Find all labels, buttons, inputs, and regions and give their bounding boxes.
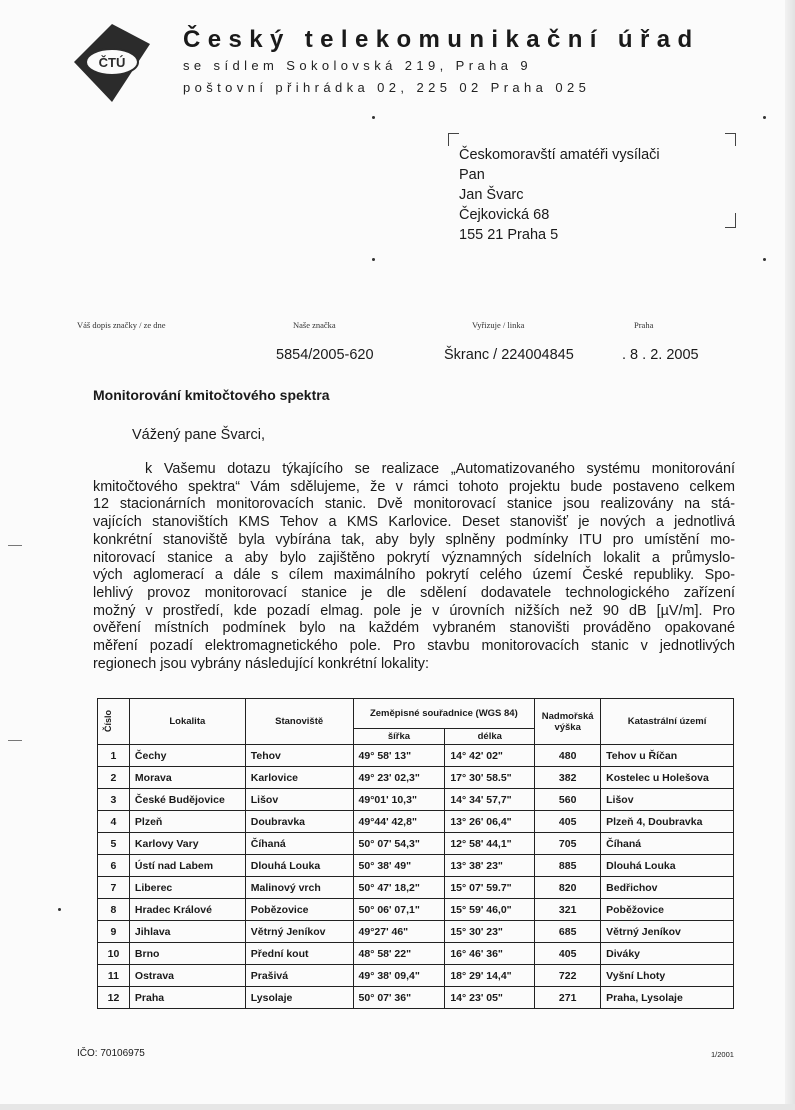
cell-number: 11: [98, 965, 130, 987]
body-line: kmitočtového spektra“ Vám sdělujeme, že v rámci tohoto projektu bude postaveno celkem: [93, 478, 735, 495]
table-row: [98, 943, 734, 965]
cell-cadastral: Bedřichov: [601, 877, 734, 899]
cell-site: Tehov: [245, 745, 353, 767]
header-coords: Zeměpisné souřadnice (WGS 84): [353, 699, 535, 729]
cell-cadastral: Tehov u Říčan: [601, 745, 734, 767]
cell-site: Větrný Jeníkov: [245, 921, 353, 943]
body-line: konkrétní stanoviště byla vybírána tak, aby byly splněny podmínky ITU pro umístění mo-: [93, 531, 735, 548]
cell-cadastral: Číhaná: [601, 833, 734, 855]
cell-latitude: 49°27' 46": [353, 921, 445, 943]
cell-locality: Morava: [129, 767, 245, 789]
recipient-address: [459, 145, 660, 245]
ctu-logo: [72, 22, 152, 104]
table-row: [98, 987, 734, 1009]
cell-cadastral: Větrný Jeníkov: [601, 921, 734, 943]
cell-number: 5: [98, 833, 130, 855]
cell-locality: Plzeň: [129, 811, 245, 833]
logo-text: ČTÚ: [98, 55, 126, 70]
table-row: [98, 833, 734, 855]
date-value: . 8 . 2. 2005: [622, 347, 699, 363]
cell-altitude: 405: [535, 811, 601, 833]
cell-locality: Brno: [129, 943, 245, 965]
cell-locality: Jihlava: [129, 921, 245, 943]
cell-latitude: 49°01' 10,3": [353, 789, 445, 811]
organization-po-box: poštovní přihrádka 02, 225 02 Praha 025: [183, 80, 591, 95]
cell-latitude: 49° 38' 09,4": [353, 965, 445, 987]
cell-site: Karlovice: [245, 767, 353, 789]
cell-longitude: 15° 30' 23": [445, 921, 535, 943]
scan-dot: [763, 116, 766, 119]
scan-bottom-edge: [0, 1104, 795, 1110]
scan-dot: [372, 116, 375, 119]
table-row: [98, 877, 734, 899]
cell-latitude: 50° 07' 54,3": [353, 833, 445, 855]
cell-longitude: 14° 23' 05": [445, 987, 535, 1009]
header-locality: Lokalita: [129, 699, 245, 745]
cell-altitude: 885: [535, 855, 601, 877]
cell-locality: Ústí nad Labem: [129, 855, 245, 877]
recipient-organization: Českomoravští amatéři vysílači: [459, 147, 660, 163]
cell-cadastral: Praha, Lysolaje: [601, 987, 734, 1009]
cell-latitude: 50° 47' 18,2": [353, 877, 445, 899]
letter-subject: Monitorování kmitočtového spektra: [93, 387, 330, 403]
cell-number: 10: [98, 943, 130, 965]
header-site: Stanoviště: [245, 699, 353, 745]
cell-number: 2: [98, 767, 130, 789]
cell-locality: Ostrava: [129, 965, 245, 987]
our-ref-value: 5854/2005-620: [276, 347, 374, 363]
cell-latitude: 48° 58' 22": [353, 943, 445, 965]
cell-site: Malinový vrch: [245, 877, 353, 899]
cell-longitude: 14° 34' 57,7": [445, 789, 535, 811]
address-corner-bottom-right: [725, 213, 736, 228]
cell-cadastral: Dlouhá Louka: [601, 855, 734, 877]
recipient-name: Jan Švarc: [459, 187, 524, 203]
cell-latitude: 50° 38' 49": [353, 855, 445, 877]
cell-site: Dlouhá Louka: [245, 855, 353, 877]
table-row: [98, 811, 734, 833]
cell-locality: České Budějovice: [129, 789, 245, 811]
header-number: Číslo: [98, 699, 130, 745]
locations-table: [97, 698, 734, 1009]
address-corner-top-right: [725, 133, 736, 146]
body-line: 12 stacionárních monitorovacích stanic. Dvě monitorovací stanice jsou realizovány na stá-: [93, 496, 735, 513]
body-line: regionech jsou vybrány následující konkrétní lokality:: [93, 655, 429, 672]
cell-altitude: 560: [535, 789, 601, 811]
cell-altitude: 820: [535, 877, 601, 899]
table-row: [98, 921, 734, 943]
scan-dot: [372, 258, 375, 261]
body-line: lehlivý provoz monitorovací stanice je dle sdělení dodavatele technologického zařízení: [93, 584, 735, 601]
your-ref-label: Váš dopis značky / ze dne: [77, 320, 166, 330]
cell-altitude: 382: [535, 767, 601, 789]
cell-longitude: 15° 59' 46,0": [445, 899, 535, 921]
cell-cadastral: Poběžovice: [601, 899, 734, 921]
cell-locality: Hradec Králové: [129, 899, 245, 921]
organization-address: se sídlem Sokolovská 219, Praha 9: [183, 58, 532, 73]
scan-dot: [763, 258, 766, 261]
cell-number: 12: [98, 987, 130, 1009]
body-line: měření pozadí elektromagnetického pole. Pro stavbu monitorovacích stanic v jednotlivých: [93, 638, 735, 655]
company-id: IČO: 70106975: [77, 1048, 145, 1059]
cell-site: Pobězovice: [245, 899, 353, 921]
cell-altitude: 722: [535, 965, 601, 987]
cell-site: Číhaná: [245, 833, 353, 855]
cell-longitude: 18° 29' 14,4": [445, 965, 535, 987]
cell-latitude: 49° 58' 13": [353, 745, 445, 767]
header-altitude: Nadmořská výška: [535, 699, 601, 745]
cell-number: 9: [98, 921, 130, 943]
cell-site: Lysolaje: [245, 987, 353, 1009]
cell-number: 4: [98, 811, 130, 833]
cell-longitude: 17° 30' 58.5": [445, 767, 535, 789]
header-cadastral: Katastrální území: [601, 699, 734, 745]
cell-longitude: 16° 46' 36": [445, 943, 535, 965]
cell-locality: Čechy: [129, 745, 245, 767]
cell-altitude: 405: [535, 943, 601, 965]
cell-longitude: 15° 07' 59.7": [445, 877, 535, 899]
cell-latitude: 49°44' 42,8": [353, 811, 445, 833]
header-lat: šířka: [353, 729, 445, 745]
table-row: [98, 745, 734, 767]
cell-number: 6: [98, 855, 130, 877]
body-line: k Vašemu dotazu týkajícího se realizace „Automatizovaného systému monitorování: [145, 461, 735, 477]
cell-number: 8: [98, 899, 130, 921]
address-corner-top-left: [448, 133, 459, 146]
cell-site: Doubravka: [245, 811, 353, 833]
scan-edge: [785, 0, 795, 1110]
fold-mark: [8, 545, 22, 546]
cell-latitude: 50° 07' 36": [353, 987, 445, 1009]
cell-latitude: 50° 06' 07,1": [353, 899, 445, 921]
cell-number: 1: [98, 745, 130, 767]
body-line: nitorovací stanice a aby bylo zajištěno pokrytí významných sídelních lokalit a průmyslo-: [93, 549, 735, 566]
body-line: ověření místních podmínek bylo na každém vybraném stanovišti prováděno opakované: [93, 620, 735, 637]
cell-locality: Liberec: [129, 877, 245, 899]
cell-number: 7: [98, 877, 130, 899]
locations-table-body: [98, 745, 734, 1009]
body-line: možný v prostředí, kde pozadí elmag. pole je v úrovních nižších než 90 dB [µV/m]. Pro: [93, 602, 735, 619]
cell-locality: Praha: [129, 987, 245, 1009]
cell-locality: Karlovy Vary: [129, 833, 245, 855]
salutation: Vážený pane Švarci,: [132, 427, 265, 443]
table-row: [98, 965, 734, 987]
header-lon: délka: [445, 729, 535, 745]
handler-value: Škranc / 224004845: [444, 347, 574, 363]
table-row: [98, 789, 734, 811]
table-row: [98, 855, 734, 877]
cell-altitude: 480: [535, 745, 601, 767]
body-line: vajících stanovištích KMS Tehov a KMS Karlovice. Deset stanovišť je nových a jednotlivá: [93, 514, 735, 531]
cell-number: 3: [98, 789, 130, 811]
body-line: vých aglomerací a dále s cílem maximálního pokrytí celého území České republiky. Spo-: [93, 567, 735, 584]
scan-dot: [58, 908, 61, 911]
cell-latitude: 49° 23' 02,3": [353, 767, 445, 789]
place-label: Praha: [634, 320, 654, 330]
letter-body: [93, 461, 735, 673]
cell-longitude: 14° 42' 02": [445, 745, 535, 767]
cell-longitude: 13° 26' 06,4": [445, 811, 535, 833]
cell-cadastral: Lišov: [601, 789, 734, 811]
cell-site: Přední kout: [245, 943, 353, 965]
table-row: [98, 899, 734, 921]
cell-cadastral: Vyšní Lhoty: [601, 965, 734, 987]
cell-longitude: 13° 38' 23": [445, 855, 535, 877]
cell-altitude: 685: [535, 921, 601, 943]
our-ref-label: Naše značka: [293, 320, 336, 330]
recipient-title: Pan: [459, 167, 485, 183]
form-number: 1/2001: [711, 1050, 734, 1059]
cell-cadastral: Kostelec u Holešova: [601, 767, 734, 789]
cell-site: Lišov: [245, 789, 353, 811]
organization-name: Český telekomunikační úřad: [183, 26, 700, 53]
cell-altitude: 271: [535, 987, 601, 1009]
cell-cadastral: Diváky: [601, 943, 734, 965]
handler-label: Vyřizuje / linka: [472, 320, 525, 330]
cell-altitude: 705: [535, 833, 601, 855]
cell-cadastral: Plzeň 4, Doubravka: [601, 811, 734, 833]
cell-longitude: 12° 58' 44,1": [445, 833, 535, 855]
cell-site: Prašivá: [245, 965, 353, 987]
fold-mark: [8, 740, 22, 741]
table-row: [98, 767, 734, 789]
cell-altitude: 321: [535, 899, 601, 921]
recipient-street: Čejkovická 68: [459, 207, 550, 223]
recipient-city: 155 21 Praha 5: [459, 227, 559, 243]
